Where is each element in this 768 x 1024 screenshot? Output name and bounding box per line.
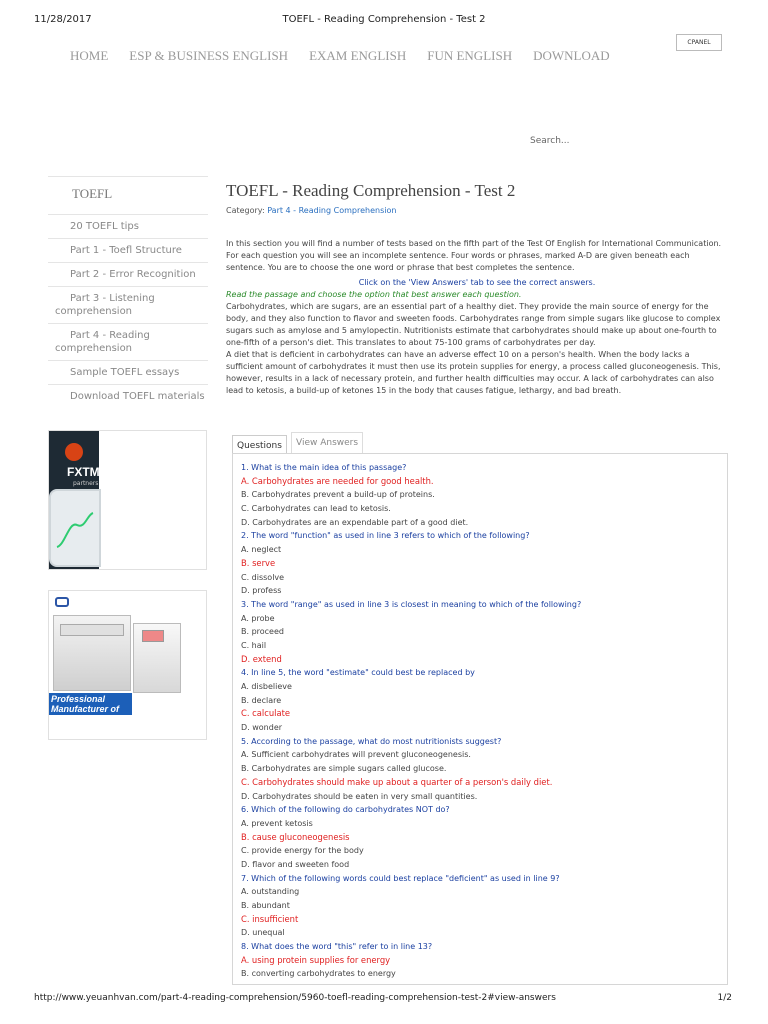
question-text: 7. Which of the following words could best replace "deficient" as used in line 9? [241,873,560,883]
answer-option: B. declare [241,695,282,705]
passage-paragraph-2: A diet that is deficient in carbohydrates can have an adverse effect 10 on a person's health. When the body lacks a sufficient amount of carbohydrates it must then use its protein supplies for energy, a process called gluconeogenesis. This, however, results in a lack of necessary protein, and further health difficulties may occur. A lack of carbohydrates can also lead to ketosis, a build-up of ketones 15 in the body that causes fatigue, lethargy, and bad breath. [226,350,721,395]
sidebar-item-sample-essays[interactable]: Sample TOEFL essays [48,360,208,384]
answer-option: D. unequal [241,928,285,938]
answer-option-correct: C. insufficient [241,913,299,924]
print-page-number: 1/2 [717,993,732,1003]
answer-option: C. Carbohydrates can lead to ketosis. [241,504,391,514]
question-list [241,461,721,981]
answer-option: D. flavor and sweeten food [241,859,350,869]
question-text: 1. What is the main idea of this passage? [241,463,407,472]
answer-option: A. disbelieve [241,682,292,691]
ad-banner-text: Professional Manufacturer of [49,693,132,715]
answer-option: A. prevent ketosis [241,818,313,828]
sidebar-item-part-2[interactable]: Part 2 - Error Recognition [48,262,208,286]
ad-brand: FXTM [67,465,100,479]
nav-fun-english[interactable]: FUN ENGLISH [427,48,513,63]
top-nav [70,48,610,68]
answer-option-correct: D. extend [241,653,282,664]
answer-option: B. proceed [241,627,284,637]
category-link[interactable]: Part 4 - Reading Comprehension [267,206,397,215]
question-text: 3. The word "range" as used in line 3 is closest in meaning to which of the following? [241,599,582,609]
sidebar-item-toefl-tips[interactable]: 20 TOEFL tips [48,214,208,238]
answer-option: A. neglect [241,545,282,555]
sidebar-item-download-materials[interactable]: Download TOEFL materials [48,384,208,408]
intro-paragraph-2: For each question you will see an incomplete sentence. Four words or phrases, marked A-D are given beneath each sentence. You are to choose the one word or phrase that best completes the sentence. [226,251,690,272]
answer-option: D. wonder [241,723,283,733]
fxtm-logo-icon [65,443,83,461]
sidebar [48,176,208,408]
nav-download[interactable]: DOWNLOAD [533,48,610,63]
answer-option: A. Sufficient carbohydrates will prevent gluconeogenesis. [241,750,471,760]
article [226,181,728,397]
questions-panel [232,453,728,985]
print-header [0,14,768,28]
answer-option-correct: A. using protein supplies for energy [241,954,391,965]
machine-image-2 [133,623,181,693]
answer-option: A. outstanding [241,887,300,897]
tab-questions[interactable]: Questions [232,435,287,454]
tab-view-answers[interactable]: View Answers [291,432,363,454]
manufacturer-logo-icon [55,597,69,607]
ad-banner-manufacturer[interactable] [48,590,207,740]
category-label: Category: [226,206,265,215]
answer-option: A. probe [241,613,275,623]
answer-option: B. Carbohydrates prevent a build-up of proteins. [241,490,435,500]
category-line [226,206,728,215]
nav-exam-english[interactable]: EXAM ENGLISH [309,48,407,63]
ad-banner-fxtm[interactable] [48,430,207,570]
question-text: 5. According to the passage, what do most nutritionists suggest? [241,736,502,746]
print-date: 11/28/2017 [34,14,92,25]
machine-image [53,615,131,691]
answer-option: D. Carbohydrates are an expendable part of a good diet. [241,517,469,527]
ad-brand-sub: partners [73,480,99,487]
answer-option-correct: C. Carbohydrates should make up about a quarter of a person's daily diet. [241,776,553,787]
cpanel-button[interactable]: CPANEL [676,34,722,51]
answer-option: B. converting carbohydrates to energy [241,969,396,979]
search-input[interactable]: Search... [530,136,570,146]
sidebar-item-part-4[interactable]: Part 4 - Reading comprehension [48,323,208,360]
sidebar-heading: TOEFL [48,176,208,214]
answer-option-correct: A. Carbohydrates are needed for good health. [241,475,434,486]
answer-option-correct: C. calculate [241,708,291,719]
answer-option: B. abundant [241,901,290,910]
nav-home[interactable]: HOME [70,48,109,63]
answer-option: D. Carbohydrates should be eaten in very small quantities. [241,791,478,801]
answer-option: C. hail [241,640,267,650]
print-url: http://www.yeuanhvan.com/part-4-reading-comprehension/5960-toefl-reading-comprehension-test-2#view-answers [34,993,556,1003]
answer-option: D. profess [241,586,282,596]
intro-text [226,238,728,274]
question-text: 8. What does the word "this" refer to in line 13? [241,942,433,952]
question-text: 4. In line 5, the word "estimate" could best be replaced by [241,668,475,678]
answer-option: B. Carbohydrates are simple sugars called glucose. [241,764,447,774]
instruction-text: Read the passage and choose the option that best answer each question. [226,290,522,299]
answer-option-correct: B. serve [241,557,276,568]
answer-option-correct: B. cause gluconeogenesis [241,831,350,842]
view-answers-note: Click on the 'View Answers' tab to see the correct answers. [358,278,596,287]
intro-paragraph-1: In this section you will find a number of tests based on the fifth part of the Test Of English for International Communication. [226,239,722,248]
chart-graphic-icon [55,511,95,551]
print-doc-title: TOEFL - Reading Comprehension - Test 2 [282,14,486,25]
nav-esp-business-english[interactable]: ESP & BUSINESS ENGLISH [129,48,289,63]
page-title: TOEFL - Reading Comprehension - Test 2 [226,181,516,200]
tab-bar [232,432,728,454]
sidebar-item-part-3[interactable]: Part 3 - Listening comprehension [48,286,208,323]
answer-option: C. provide energy for the body [241,846,364,856]
answer-option: C. dissolve [241,572,285,582]
question-text: 2. The word "function" as used in line 3 refers to which of the following? [241,531,530,541]
passage-paragraph-1: Carbohydrates, which are sugars, are an essential part of a healthy diet. They provide the main source of energy for the body, and they also function to flavor and sweeten foods. Carbohydrates range from simple sugars like glucose to complex sugars such as amylose and 5 amylopectin. Nutritionists estimate that carbohydrates should make up about one-fourth to one-fifth of a person's diet. This translates to about 75-100 grams of carbohydrates per day. [226,302,721,347]
question-text: 6. Which of the following do carbohydrates NOT do? [241,805,450,815]
sidebar-item-part-1[interactable]: Part 1 - Toefl Structure [48,238,208,262]
